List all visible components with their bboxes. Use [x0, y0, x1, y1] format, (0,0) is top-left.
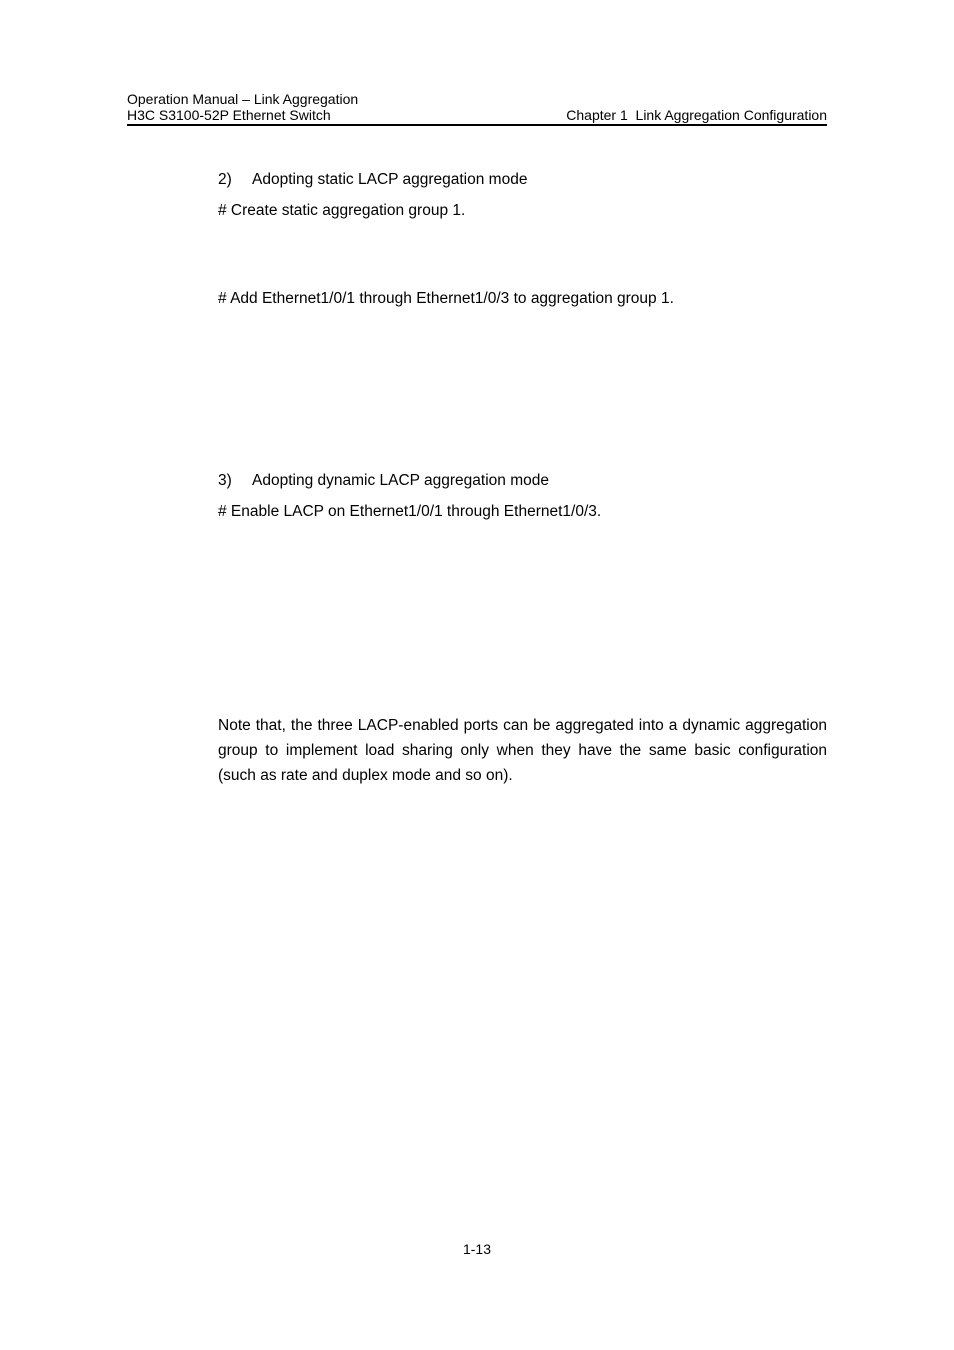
section-2-comment-add-ports: # Add Ethernet1/0/1 through Ethernet1/0/3 to aggregation group 1. [218, 290, 674, 307]
section-2-number: 2) [218, 171, 232, 188]
section-2-heading [218, 170, 527, 190]
section-3-number: 3) [218, 472, 232, 489]
note-paragraph: Note that, the three LACP-enabled ports can be aggregated into a dynamic aggregation group to implement load sharing only when they have the same basic configuration (such as rate and duplex mode and so on). [218, 717, 827, 784]
header-divider [127, 124, 827, 126]
section-2-title: Adopting static LACP aggregation mode [252, 171, 528, 188]
section-3-title: Adopting dynamic LACP aggregation mode [252, 472, 549, 489]
header-chapter-title: Chapter 1 Link Aggregation Configuration [566, 107, 827, 123]
section-3-comment-enable-lacp: # Enable LACP on Ethernet1/0/1 through Ethernet1/0/3. [218, 503, 602, 520]
header-product-name: H3C S3100-52P Ethernet Switch [127, 107, 331, 123]
header-manual-title: Operation Manual – Link Aggregation [127, 91, 359, 107]
section-2-comment-create-group: # Create static aggregation group 1. [218, 202, 466, 219]
page-number: 1-13 [462, 1241, 492, 1257]
section-3-heading [218, 471, 549, 491]
